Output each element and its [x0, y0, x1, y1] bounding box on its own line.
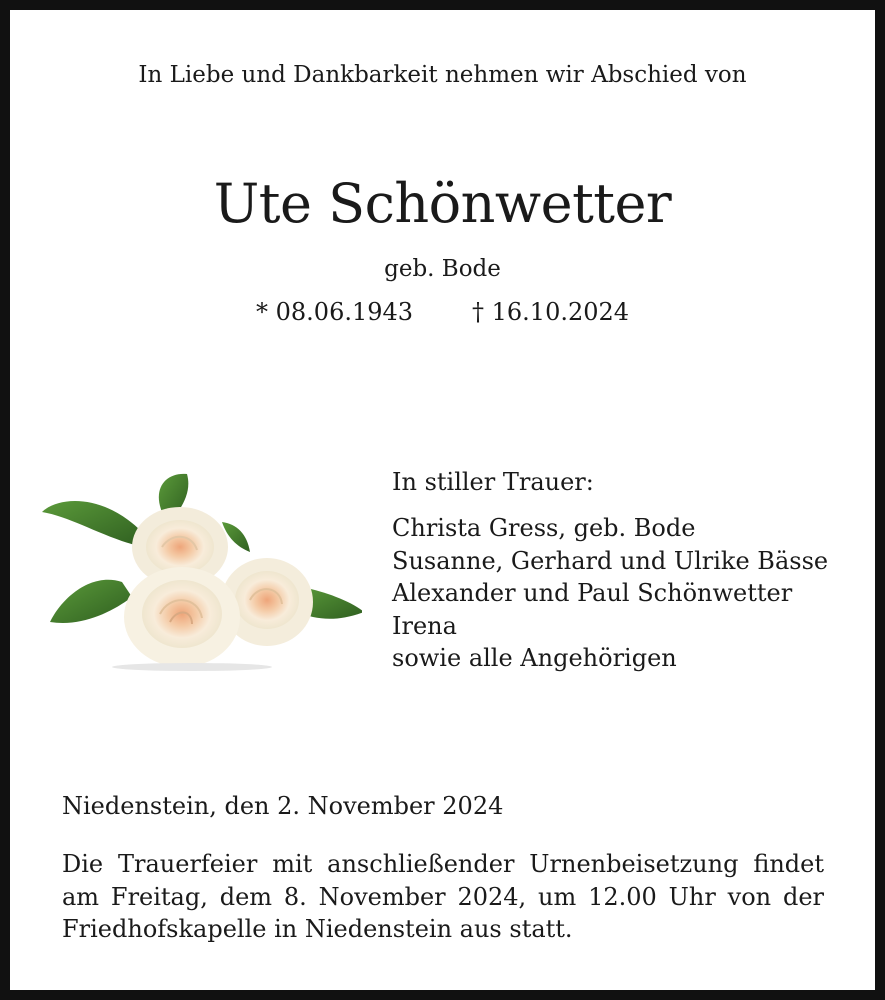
mourner-name: Irena: [392, 611, 457, 640]
birth-date: * 08.06.1943: [256, 298, 414, 326]
intro-text: In Liebe und Dankbarkeit nehmen wir Abschied von: [138, 62, 747, 88]
mourner-name: sowie alle Angehörigen: [392, 644, 677, 672]
service-line: am Freitag, dem 8. November 2024, um 12.00 Uhr von der: [62, 882, 824, 911]
place-date: Niedenstein, den 2. November 2024: [62, 792, 504, 820]
deceased-name: Ute Schönwetter: [213, 172, 672, 235]
mourners-list: [392, 512, 828, 675]
white-roses-image: [32, 462, 362, 672]
service-line: Friedhofskapelle in Niedenstein aus statt.: [62, 915, 573, 943]
death-date: † 16.10.2024: [472, 298, 630, 326]
maiden-name: geb. Bode: [384, 256, 501, 282]
mourner-name: Susanne, Gerhard und Ulrike Bässe: [392, 546, 829, 575]
mourner-name: Alexander und Paul Schönwetter: [392, 579, 793, 607]
service-line: Die Trauerfeier mit anschließender Urnenbeisetzung findet: [62, 850, 824, 878]
funeral-service-text: [62, 848, 824, 946]
mourner-name: Christa Gress, geb. Bode: [392, 514, 696, 542]
mourning-heading: In stiller Trauer:: [392, 468, 594, 496]
